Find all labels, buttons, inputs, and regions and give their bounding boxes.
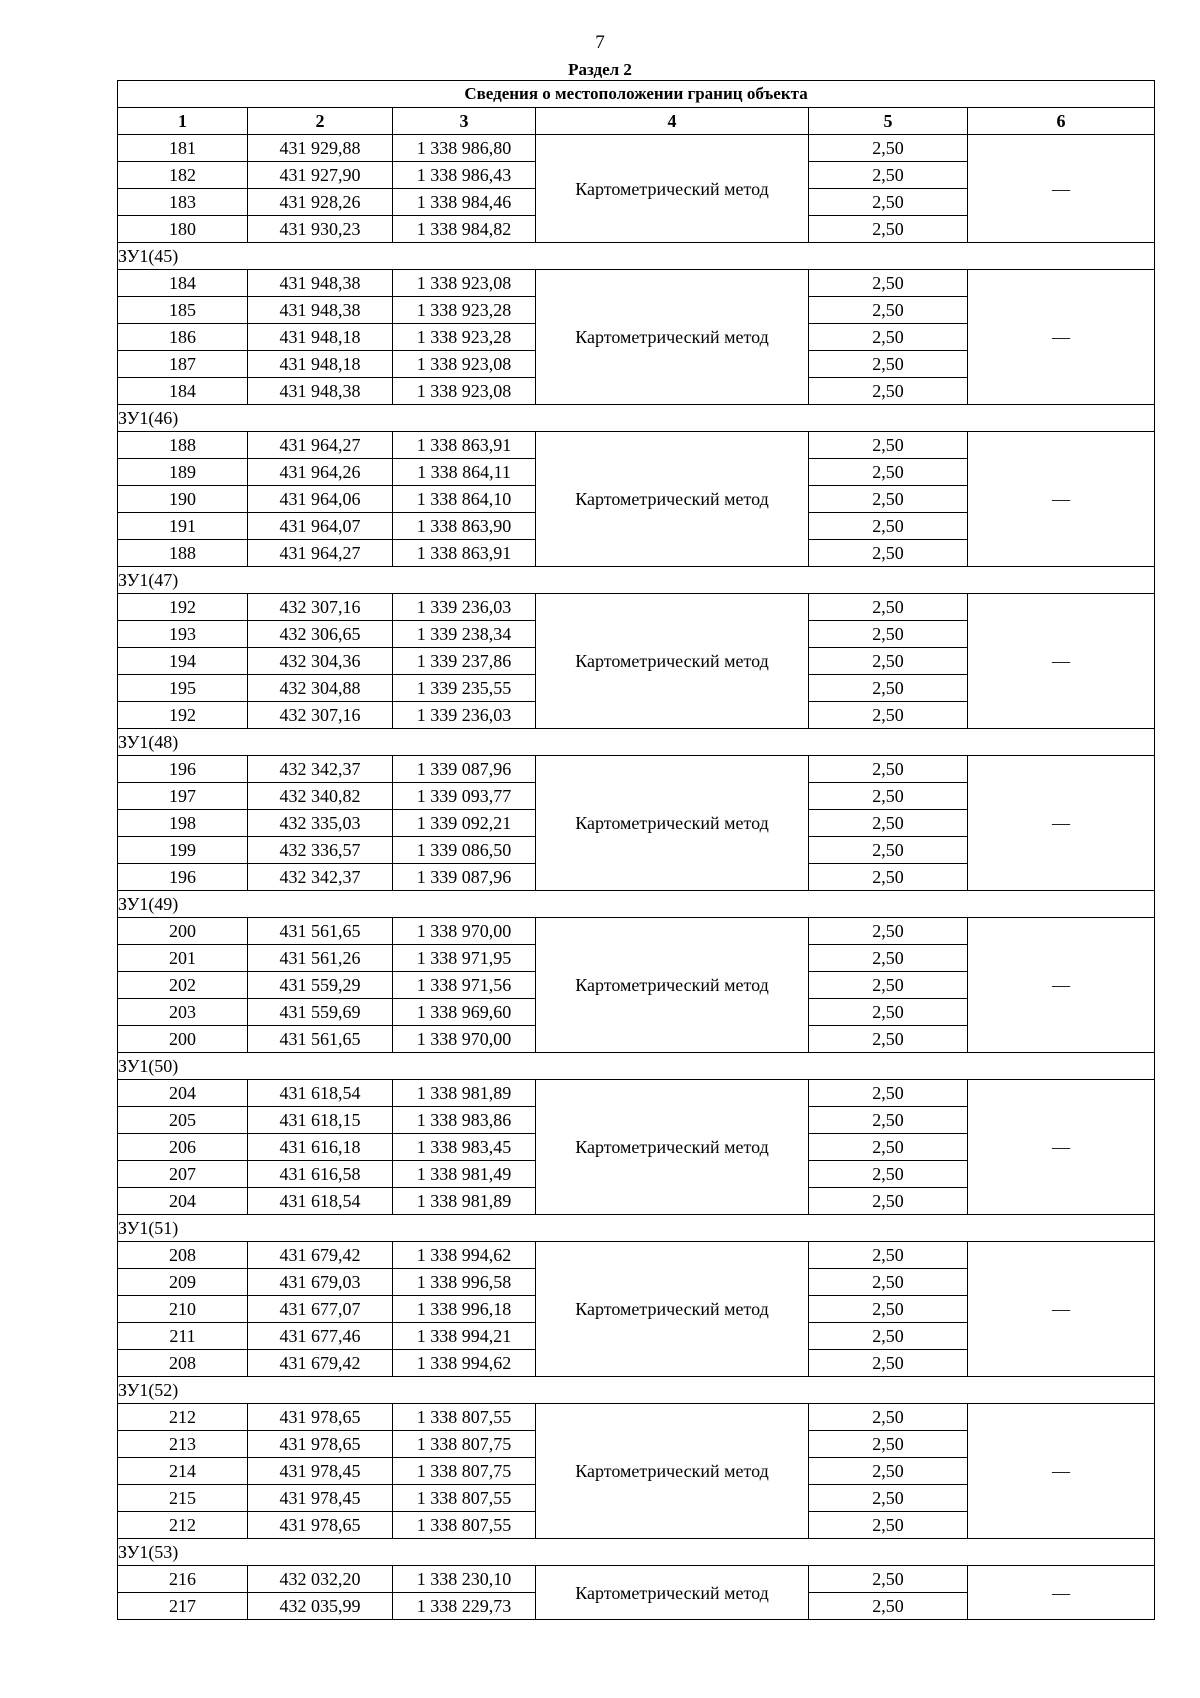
table-row [118, 135, 1155, 162]
note-cell: — [968, 270, 1155, 405]
coordinate-y: 1 338 923,08 [393, 378, 536, 405]
method-cell: Картометрический метод [536, 918, 809, 1053]
accuracy-value: 2,50 [809, 594, 968, 621]
coordinate-y: 1 338 863,91 [393, 432, 536, 459]
accuracy-value: 2,50 [809, 837, 968, 864]
method-cell: Картометрический метод [536, 1566, 809, 1620]
note-cell: — [968, 1566, 1155, 1620]
column-number-row [118, 108, 1155, 135]
point-number: 195 [118, 675, 248, 702]
coordinate-x: 431 978,65 [248, 1431, 393, 1458]
table-title: Сведения о местоположении границ объекта [118, 81, 1155, 108]
coordinate-x: 431 559,69 [248, 999, 393, 1026]
coordinate-x: 431 964,27 [248, 432, 393, 459]
parcel-label: ЗУ1(46) [118, 405, 1155, 432]
note-cell: — [968, 1404, 1155, 1539]
coordinate-y: 1 338 923,08 [393, 351, 536, 378]
coordinates-table [117, 80, 1155, 1620]
accuracy-value: 2,50 [809, 432, 968, 459]
coordinate-x: 431 948,18 [248, 351, 393, 378]
accuracy-value: 2,50 [809, 1080, 968, 1107]
point-number: 204 [118, 1080, 248, 1107]
coordinate-y: 1 338 994,62 [393, 1242, 536, 1269]
coordinate-y: 1 338 229,73 [393, 1593, 536, 1620]
table-row [118, 432, 1155, 459]
coordinate-y: 1 338 923,28 [393, 324, 536, 351]
coordinate-y: 1 338 986,80 [393, 135, 536, 162]
point-number: 194 [118, 648, 248, 675]
coordinate-x: 431 964,06 [248, 486, 393, 513]
point-number: 200 [118, 918, 248, 945]
note-cell: — [968, 756, 1155, 891]
accuracy-value: 2,50 [809, 1296, 968, 1323]
coordinate-y: 1 338 807,55 [393, 1485, 536, 1512]
point-number: 184 [118, 378, 248, 405]
note-cell: — [968, 918, 1155, 1053]
accuracy-value: 2,50 [809, 297, 968, 324]
parcel-label: ЗУ1(51) [118, 1215, 1155, 1242]
coordinate-x: 431 561,65 [248, 1026, 393, 1053]
coordinate-y: 1 338 983,86 [393, 1107, 536, 1134]
point-number: 198 [118, 810, 248, 837]
coordinate-x: 431 948,18 [248, 324, 393, 351]
accuracy-value: 2,50 [809, 1134, 968, 1161]
point-number: 193 [118, 621, 248, 648]
point-number: 186 [118, 324, 248, 351]
coordinate-x: 431 618,54 [248, 1188, 393, 1215]
coordinate-y: 1 338 970,00 [393, 918, 536, 945]
accuracy-value: 2,50 [809, 378, 968, 405]
column-number: 3 [393, 108, 536, 135]
coordinate-x: 431 561,65 [248, 918, 393, 945]
point-number: 203 [118, 999, 248, 1026]
point-number: 206 [118, 1134, 248, 1161]
accuracy-value: 2,50 [809, 972, 968, 999]
coordinate-y: 1 338 996,18 [393, 1296, 536, 1323]
point-number: 208 [118, 1350, 248, 1377]
accuracy-value: 2,50 [809, 1107, 968, 1134]
coordinate-y: 1 338 994,21 [393, 1323, 536, 1350]
coordinate-x: 432 342,37 [248, 864, 393, 891]
coordinate-y: 1 338 864,10 [393, 486, 536, 513]
accuracy-value: 2,50 [809, 189, 968, 216]
column-number: 6 [968, 108, 1155, 135]
coordinate-y: 1 338 981,49 [393, 1161, 536, 1188]
coordinate-x: 431 616,58 [248, 1161, 393, 1188]
note-cell: — [968, 432, 1155, 567]
coordinate-x: 431 964,27 [248, 540, 393, 567]
accuracy-value: 2,50 [809, 1458, 968, 1485]
coordinate-y: 1 338 863,90 [393, 513, 536, 540]
point-number: 197 [118, 783, 248, 810]
coordinate-y: 1 339 093,77 [393, 783, 536, 810]
point-number: 188 [118, 540, 248, 567]
column-number: 1 [118, 108, 248, 135]
coordinate-x: 431 928,26 [248, 189, 393, 216]
point-number: 212 [118, 1512, 248, 1539]
coordinate-x: 431 978,45 [248, 1485, 393, 1512]
accuracy-value: 2,50 [809, 1026, 968, 1053]
accuracy-value: 2,50 [809, 621, 968, 648]
column-number: 2 [248, 108, 393, 135]
coordinate-x: 432 342,37 [248, 756, 393, 783]
coordinate-x: 432 032,20 [248, 1566, 393, 1593]
accuracy-value: 2,50 [809, 675, 968, 702]
parcel-label-row [118, 729, 1155, 756]
parcel-label: ЗУ1(53) [118, 1539, 1155, 1566]
accuracy-value: 2,50 [809, 1512, 968, 1539]
parcel-label-row [118, 405, 1155, 432]
accuracy-value: 2,50 [809, 162, 968, 189]
accuracy-value: 2,50 [809, 1404, 968, 1431]
note-cell: — [968, 1080, 1155, 1215]
method-cell: Картометрический метод [536, 135, 809, 243]
coordinate-y: 1 339 235,55 [393, 675, 536, 702]
point-number: 196 [118, 756, 248, 783]
accuracy-value: 2,50 [809, 648, 968, 675]
coordinate-x: 432 035,99 [248, 1593, 393, 1620]
coordinate-y: 1 339 238,34 [393, 621, 536, 648]
accuracy-value: 2,50 [809, 1242, 968, 1269]
accuracy-value: 2,50 [809, 783, 968, 810]
accuracy-value: 2,50 [809, 1269, 968, 1296]
coordinate-x: 432 340,82 [248, 783, 393, 810]
method-cell: Картометрический метод [536, 1404, 809, 1539]
method-cell: Картометрический метод [536, 270, 809, 405]
coordinate-x: 431 948,38 [248, 297, 393, 324]
accuracy-value: 2,50 [809, 1485, 968, 1512]
point-number: 210 [118, 1296, 248, 1323]
parcel-label: ЗУ1(45) [118, 243, 1155, 270]
coordinate-x: 431 561,26 [248, 945, 393, 972]
method-cell: Картометрический метод [536, 1080, 809, 1215]
coordinate-x: 432 307,16 [248, 594, 393, 621]
point-number: 184 [118, 270, 248, 297]
coordinate-y: 1 338 971,56 [393, 972, 536, 999]
point-number: 187 [118, 351, 248, 378]
coordinate-x: 431 616,18 [248, 1134, 393, 1161]
point-number: 192 [118, 702, 248, 729]
coordinate-y: 1 338 971,95 [393, 945, 536, 972]
note-cell: — [968, 1242, 1155, 1377]
point-number: 209 [118, 1269, 248, 1296]
point-number: 190 [118, 486, 248, 513]
table-row [118, 594, 1155, 621]
coordinate-x: 431 964,26 [248, 459, 393, 486]
coordinate-y: 1 338 969,60 [393, 999, 536, 1026]
coordinate-y: 1 339 092,21 [393, 810, 536, 837]
parcel-label: ЗУ1(49) [118, 891, 1155, 918]
accuracy-value: 2,50 [809, 1350, 968, 1377]
point-number: 212 [118, 1404, 248, 1431]
parcel-label-row [118, 1539, 1155, 1566]
coordinate-x: 432 307,16 [248, 702, 393, 729]
coordinate-y: 1 338 923,28 [393, 297, 536, 324]
table-row [118, 918, 1155, 945]
accuracy-value: 2,50 [809, 756, 968, 783]
point-number: 215 [118, 1485, 248, 1512]
table-row [118, 756, 1155, 783]
coordinate-x: 431 927,90 [248, 162, 393, 189]
coordinate-y: 1 339 087,96 [393, 864, 536, 891]
section-title: Раздел 2 [568, 60, 632, 79]
coordinate-y: 1 338 983,45 [393, 1134, 536, 1161]
accuracy-value: 2,50 [809, 270, 968, 297]
column-number: 5 [809, 108, 968, 135]
table-title-row [118, 81, 1155, 108]
point-number: 182 [118, 162, 248, 189]
accuracy-value: 2,50 [809, 1188, 968, 1215]
coordinate-y: 1 338 970,00 [393, 1026, 536, 1053]
coordinate-y: 1 339 086,50 [393, 837, 536, 864]
coordinate-y: 1 338 863,91 [393, 540, 536, 567]
point-number: 189 [118, 459, 248, 486]
table-row [118, 1080, 1155, 1107]
point-number: 211 [118, 1323, 248, 1350]
coordinate-y: 1 338 807,75 [393, 1431, 536, 1458]
point-number: 201 [118, 945, 248, 972]
coordinate-x: 431 677,07 [248, 1296, 393, 1323]
accuracy-value: 2,50 [809, 324, 968, 351]
coordinate-x: 431 618,54 [248, 1080, 393, 1107]
accuracy-value: 2,50 [809, 702, 968, 729]
coordinate-x: 431 679,03 [248, 1269, 393, 1296]
parcel-label-row [118, 243, 1155, 270]
point-number: 181 [118, 135, 248, 162]
accuracy-value: 2,50 [809, 810, 968, 837]
coordinate-x: 432 336,57 [248, 837, 393, 864]
accuracy-value: 2,50 [809, 864, 968, 891]
coordinate-x: 431 978,65 [248, 1404, 393, 1431]
accuracy-value: 2,50 [809, 1323, 968, 1350]
accuracy-value: 2,50 [809, 1161, 968, 1188]
method-cell: Картометрический метод [536, 594, 809, 729]
table-row [118, 1566, 1155, 1593]
parcel-label-row [118, 891, 1155, 918]
point-number: 192 [118, 594, 248, 621]
point-number: 204 [118, 1188, 248, 1215]
page-number: 7 [595, 32, 605, 53]
accuracy-value: 2,50 [809, 1593, 968, 1620]
point-number: 205 [118, 1107, 248, 1134]
coordinate-x: 431 679,42 [248, 1242, 393, 1269]
coordinate-y: 1 338 230,10 [393, 1566, 536, 1593]
accuracy-value: 2,50 [809, 135, 968, 162]
coordinate-y: 1 338 984,82 [393, 216, 536, 243]
accuracy-value: 2,50 [809, 918, 968, 945]
parcel-label-row [118, 1377, 1155, 1404]
parcel-label-row [118, 1215, 1155, 1242]
point-number: 196 [118, 864, 248, 891]
point-number: 208 [118, 1242, 248, 1269]
point-number: 200 [118, 1026, 248, 1053]
coordinate-x: 431 978,45 [248, 1458, 393, 1485]
accuracy-value: 2,50 [809, 513, 968, 540]
coordinate-x: 431 964,07 [248, 513, 393, 540]
method-cell: Картометрический метод [536, 756, 809, 891]
coordinate-y: 1 338 807,75 [393, 1458, 536, 1485]
method-cell: Картометрический метод [536, 432, 809, 567]
accuracy-value: 2,50 [809, 540, 968, 567]
coordinate-y: 1 338 807,55 [393, 1512, 536, 1539]
table-row [118, 1404, 1155, 1431]
coordinate-y: 1 338 994,62 [393, 1350, 536, 1377]
coordinate-y: 1 338 807,55 [393, 1404, 536, 1431]
coordinate-y: 1 338 864,11 [393, 459, 536, 486]
parcel-label: ЗУ1(50) [118, 1053, 1155, 1080]
point-number: 214 [118, 1458, 248, 1485]
coordinate-x: 432 304,88 [248, 675, 393, 702]
accuracy-value: 2,50 [809, 945, 968, 972]
point-number: 199 [118, 837, 248, 864]
coordinate-x: 431 618,15 [248, 1107, 393, 1134]
coordinate-y: 1 338 923,08 [393, 270, 536, 297]
parcel-label: ЗУ1(52) [118, 1377, 1155, 1404]
point-number: 191 [118, 513, 248, 540]
point-number: 213 [118, 1431, 248, 1458]
point-number: 202 [118, 972, 248, 999]
column-number: 4 [536, 108, 809, 135]
parcel-label-row [118, 567, 1155, 594]
point-number: 217 [118, 1593, 248, 1620]
coordinate-x: 432 304,36 [248, 648, 393, 675]
accuracy-value: 2,50 [809, 1431, 968, 1458]
coordinate-y: 1 338 986,43 [393, 162, 536, 189]
parcel-label: ЗУ1(48) [118, 729, 1155, 756]
accuracy-value: 2,50 [809, 999, 968, 1026]
coordinate-x: 431 559,29 [248, 972, 393, 999]
accuracy-value: 2,50 [809, 216, 968, 243]
coordinate-y: 1 339 237,86 [393, 648, 536, 675]
note-cell: — [968, 135, 1155, 243]
point-number: 207 [118, 1161, 248, 1188]
point-number: 185 [118, 297, 248, 324]
coordinate-x: 431 929,88 [248, 135, 393, 162]
point-number: 183 [118, 189, 248, 216]
coordinate-y: 1 338 996,58 [393, 1269, 536, 1296]
note-cell: — [968, 594, 1155, 729]
coordinate-x: 432 306,65 [248, 621, 393, 648]
table-row [118, 270, 1155, 297]
coordinate-x: 431 677,46 [248, 1323, 393, 1350]
coordinate-y: 1 339 087,96 [393, 756, 536, 783]
method-cell: Картометрический метод [536, 1242, 809, 1377]
coordinate-x: 431 948,38 [248, 270, 393, 297]
coordinate-x: 431 978,65 [248, 1512, 393, 1539]
accuracy-value: 2,50 [809, 459, 968, 486]
coordinate-y: 1 339 236,03 [393, 702, 536, 729]
coordinate-x: 431 930,23 [248, 216, 393, 243]
accuracy-value: 2,50 [809, 351, 968, 378]
coordinate-y: 1 338 984,46 [393, 189, 536, 216]
coordinate-y: 1 338 981,89 [393, 1080, 536, 1107]
coordinate-y: 1 338 981,89 [393, 1188, 536, 1215]
coordinate-y: 1 339 236,03 [393, 594, 536, 621]
coordinate-x: 432 335,03 [248, 810, 393, 837]
accuracy-value: 2,50 [809, 1566, 968, 1593]
parcel-label: ЗУ1(47) [118, 567, 1155, 594]
table-row [118, 1242, 1155, 1269]
point-number: 188 [118, 432, 248, 459]
accuracy-value: 2,50 [809, 486, 968, 513]
coordinate-x: 431 679,42 [248, 1350, 393, 1377]
parcel-label-row [118, 1053, 1155, 1080]
point-number: 180 [118, 216, 248, 243]
coordinate-x: 431 948,38 [248, 378, 393, 405]
point-number: 216 [118, 1566, 248, 1593]
